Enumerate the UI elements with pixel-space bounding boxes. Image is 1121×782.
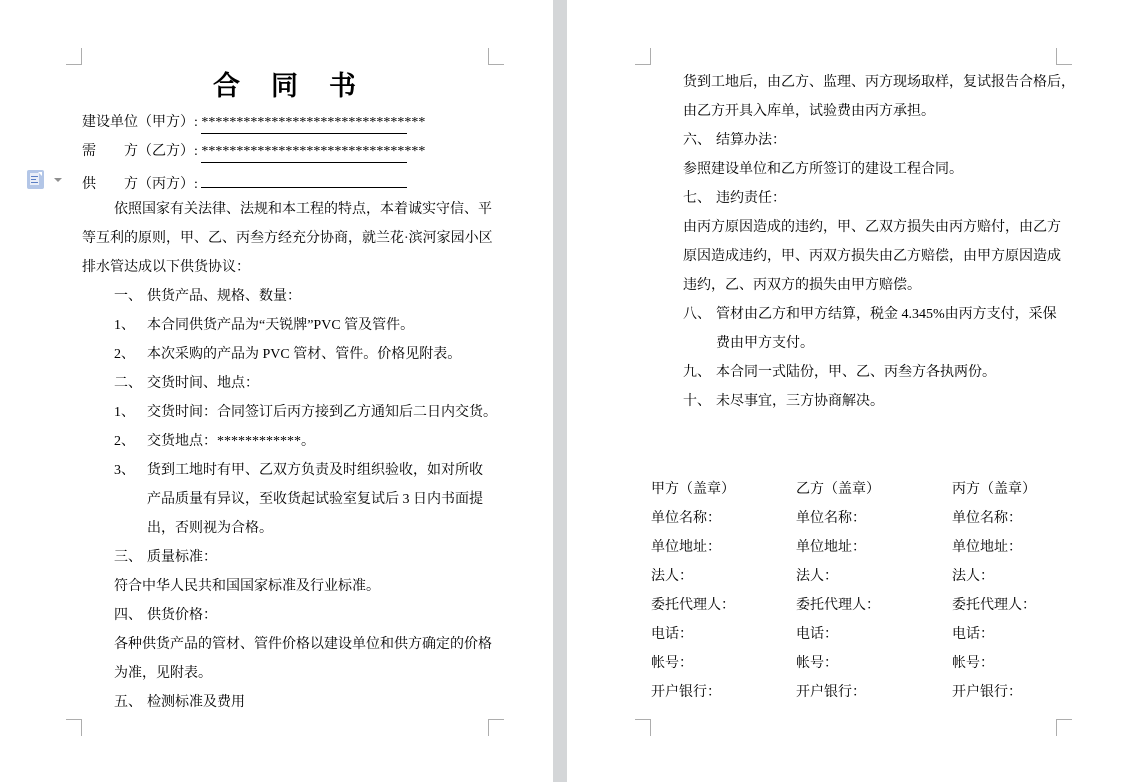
crop-mark-bottom-right — [1056, 719, 1072, 736]
party-b-label: 需 方（乙方）: — [82, 144, 202, 159]
clause-number: 1、 — [114, 318, 135, 333]
field-label: 开户银行： — [952, 685, 1022, 700]
crop-mark-bottom-left — [635, 719, 651, 736]
page-gap — [553, 0, 567, 782]
paste-options-widget[interactable] — [27, 170, 67, 192]
field-label: 帐号： — [651, 656, 693, 671]
body-line: 各种供货产品的管材、管件价格以建设单位和供方确定的价格 — [114, 637, 492, 652]
clause-text: 交货时间、地点： — [147, 376, 259, 391]
clause-line — [651, 387, 1058, 416]
clause-number: 五、 — [114, 695, 142, 710]
party-c-value — [201, 166, 407, 188]
page-1[interactable] — [0, 0, 553, 782]
clause-line — [82, 282, 489, 311]
clause-line — [82, 543, 489, 572]
clause-text: 交货时间：合同签订后丙方接到乙方通知后二日内交货。 — [147, 405, 497, 420]
clause-text: 交货地点：************。 — [147, 434, 315, 449]
party-c-label: 供 方（丙方）: — [82, 177, 202, 192]
clause-number: 三、 — [114, 550, 142, 565]
body-line: 违约，乙、丙双方的损失由甲方赔偿。 — [683, 278, 921, 293]
crop-mark-bottom-right — [488, 719, 504, 736]
clause-line — [82, 427, 489, 456]
body-line: 原因造成违约，甲、丙双方损失由乙方赔偿，由甲方原因造成 — [683, 249, 1061, 264]
clause-number: 3、 — [114, 463, 135, 478]
clause-text: 本次采购的产品为 PVC 管材、管件。价格见附表。 — [147, 347, 462, 362]
crop-mark-top-right — [488, 48, 504, 65]
clause-text: 管材由乙方和甲方结算，税金 4.345%由丙方支付，采保 — [716, 307, 1057, 322]
body-line: 依照国家有关法律、法规和本工程的特点，本着诚实守信、平 — [114, 202, 492, 217]
field-label: 单位地址： — [952, 540, 1022, 555]
clause-number: 二、 — [114, 376, 142, 391]
clause-text: 检测标准及费用 — [147, 695, 245, 710]
field-label: 委托代理人： — [796, 598, 880, 613]
party-c-line — [82, 166, 489, 195]
clause-text: 质量标准： — [147, 550, 217, 565]
clause-line — [82, 456, 489, 485]
clause-line — [82, 398, 497, 427]
field-label: 单位名称： — [796, 511, 866, 526]
field-label: 委托代理人： — [952, 598, 1036, 613]
body-line: 符合中华人民共和国国家标准及行业标准。 — [114, 579, 380, 594]
field-label: 单位地址： — [651, 540, 721, 555]
crop-mark-top-left — [66, 48, 82, 65]
clause-line — [82, 369, 489, 398]
clause-line — [651, 184, 1058, 213]
body-line: 产品质量有异议，至收货起试验室复试后 3 日内书面提 — [147, 492, 483, 507]
clause-line — [82, 688, 489, 717]
clause-text: 未尽事宜，三方协商解决。 — [716, 394, 884, 409]
signature-block — [651, 475, 1058, 707]
field-label: 电话： — [651, 627, 693, 642]
field-label: 单位地址： — [796, 540, 866, 555]
clause-number: 七、 — [683, 191, 711, 206]
clause-text: 供货价格： — [147, 608, 217, 623]
clause-line — [651, 126, 1058, 155]
paste-options-icon[interactable] — [27, 170, 44, 189]
party-a-value: ******************************** — [201, 112, 407, 134]
clause-line — [651, 300, 1058, 329]
clause-text: 本合同一式陆份，甲、乙、丙叁方各执两份。 — [716, 365, 996, 380]
field-label: 开户银行： — [651, 685, 721, 700]
clause-number: 2、 — [114, 347, 135, 362]
clause-number: 四、 — [114, 608, 142, 623]
signature-row-company-address — [651, 533, 1058, 562]
body-line: 为准，见附表。 — [114, 666, 212, 681]
signature-row-agent — [651, 591, 1058, 620]
clause-number: 1、 — [114, 405, 135, 420]
signature-header-row — [651, 475, 1058, 504]
party-b-seal-label: 乙方（盖章） — [796, 482, 880, 497]
signature-row-bank — [651, 678, 1058, 707]
body-line: 排水管达成以下供货协议： — [82, 260, 250, 275]
signature-row-legal-person — [651, 562, 1058, 591]
field-label: 电话： — [796, 627, 838, 642]
clause-text: 货到工地时有甲、乙双方负责及时组织验收，如对所收 — [147, 463, 483, 478]
field-label: 委托代理人： — [651, 598, 735, 613]
clause-number: 2、 — [114, 434, 135, 449]
body-line: 等互利的原则，甲、乙、丙叁方经充分协商，就兰花·滨河家园小区 — [82, 231, 493, 246]
crop-mark-top-right — [1056, 48, 1072, 65]
clause-number: 十、 — [683, 394, 711, 409]
signature-row-phone — [651, 620, 1058, 649]
party-b-line — [82, 137, 489, 166]
clause-number: 六、 — [683, 133, 711, 148]
field-label: 单位名称： — [952, 511, 1022, 526]
clause-line — [82, 601, 489, 630]
clause-text: 本合同供货产品为“天锐牌”PVC 管及管件。 — [147, 318, 415, 333]
body-line: 参照建设单位和乙方所签订的建设工程合同。 — [683, 162, 963, 177]
field-label: 法人： — [952, 569, 994, 584]
body-line: 由乙方开具入库单，试验费由丙方承担。 — [683, 104, 935, 119]
signature-row-company-name — [651, 504, 1058, 533]
clause-text: 供货产品、规格、数量： — [147, 289, 301, 304]
field-label: 法人： — [651, 569, 693, 584]
dropdown-arrow-icon[interactable] — [54, 178, 62, 182]
body-line: 出，否则视为合格。 — [147, 521, 273, 536]
field-label: 帐号： — [952, 656, 994, 671]
party-a-label: 建设单位（甲方）: — [82, 115, 202, 130]
field-label: 单位名称： — [651, 511, 721, 526]
crop-mark-bottom-left — [66, 719, 82, 736]
body-line: 由丙方原因造成的违约，甲、乙双方损失由丙方赔付，由乙方 — [683, 220, 1061, 235]
field-label: 电话： — [952, 627, 994, 642]
signature-row-account — [651, 649, 1058, 678]
field-label: 法人： — [796, 569, 838, 584]
clause-number: 一、 — [114, 289, 142, 304]
party-a-seal-label: 甲方（盖章） — [651, 482, 735, 497]
clause-number: 八、 — [683, 307, 711, 322]
body-line: 货到工地后，由乙方、监理、丙方现场取样，复试报告合格后， — [683, 75, 1075, 90]
page-2[interactable] — [567, 0, 1121, 782]
clause-number: 九、 — [683, 365, 711, 380]
clause-text: 结算办法： — [716, 133, 786, 148]
contract-title: 合 同 书 — [213, 71, 358, 101]
clause-line — [82, 311, 489, 340]
body-line: 费由甲方支付。 — [716, 336, 814, 351]
party-a-line — [82, 108, 489, 137]
field-label: 帐号： — [796, 656, 838, 671]
clause-line — [82, 340, 489, 369]
crop-mark-top-left — [635, 48, 651, 65]
party-b-value: ******************************** — [201, 141, 407, 163]
party-c-seal-label: 丙方（盖章） — [952, 482, 1036, 497]
field-label: 开户银行： — [796, 685, 866, 700]
clause-text: 违约责任： — [716, 191, 786, 206]
clause-line — [651, 358, 1058, 387]
